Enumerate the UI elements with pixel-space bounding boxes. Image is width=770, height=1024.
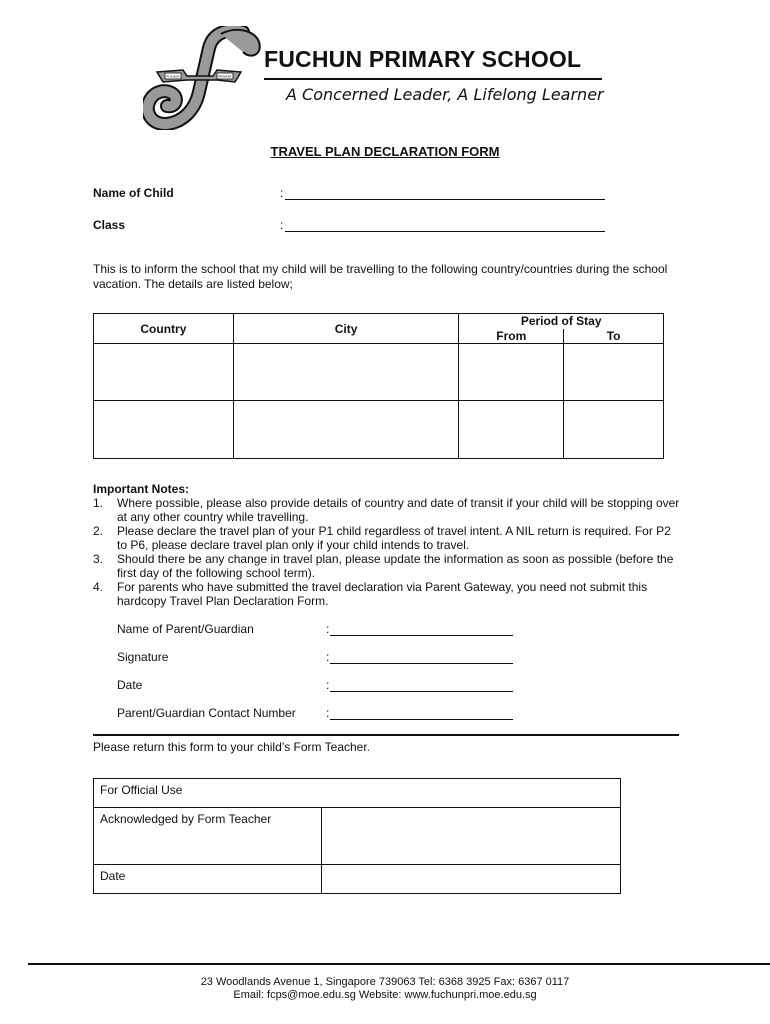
contact-number-colon: : (326, 706, 330, 720)
parent-name-field[interactable] (330, 635, 513, 636)
signature-label: Signature (117, 650, 169, 664)
acknowledged-label: Acknowledged by Form Teacher (94, 808, 322, 865)
return-divider (93, 734, 679, 736)
travel-table (93, 313, 664, 459)
child-name-field[interactable] (285, 199, 605, 200)
city-cell[interactable] (233, 344, 459, 401)
note-item (93, 496, 683, 524)
table-row (94, 401, 664, 459)
child-name-label: Name of Child (93, 186, 174, 200)
class-field[interactable] (285, 231, 605, 232)
note-item (93, 580, 683, 608)
note-item (93, 552, 683, 580)
from-cell[interactable] (459, 344, 564, 401)
class-colon: : (280, 218, 284, 232)
period-of-stay-header: Period of Stay (459, 314, 664, 329)
note-number: 2. (93, 524, 104, 538)
logo-crest-right-text: PRIMARY (218, 74, 232, 79)
important-notes (93, 482, 683, 608)
signature-field[interactable] (330, 663, 513, 664)
city-header: City (233, 314, 459, 344)
acknowledged-field[interactable] (321, 808, 620, 865)
note-item (93, 524, 683, 552)
footer-divider (28, 963, 770, 965)
school-motto: A Concerned Leader, A Lifelong Learner (286, 85, 604, 104)
to-cell[interactable] (564, 401, 664, 459)
parent-name-colon: : (326, 622, 330, 636)
official-use-table (93, 778, 621, 894)
notes-title: Important Notes: (93, 482, 189, 496)
country-cell[interactable] (94, 401, 234, 459)
logo-crest-left-text: FUCHUN (166, 74, 180, 79)
date-field[interactable] (330, 691, 513, 692)
date-label: Date (117, 678, 143, 692)
return-note: Please return this form to your child’s Form Teacher. (93, 740, 371, 754)
official-date-label: Date (94, 865, 322, 894)
official-date-field[interactable] (321, 865, 620, 894)
official-use-title: For Official Use (94, 779, 621, 808)
note-text: Please declare the travel plan of your P1 child regardless of travel intent. A NIL return is required. For P2 to P6, please declare travel plan only if your child intends to travel. (117, 524, 671, 552)
class-label: Class (93, 218, 126, 232)
child-name-colon: : (280, 186, 284, 200)
country-cell[interactable] (94, 344, 234, 401)
signature-colon: : (326, 650, 330, 664)
note-text: Where possible, please also provide details of country and date of transit if your child will be stopping over at any other country while travelling. (117, 496, 680, 524)
city-cell[interactable] (233, 401, 459, 459)
intro-paragraph: This is to inform the school that my child will be travelling to the following country/countries during the school vacation. The details are listed below; (93, 262, 668, 291)
to-cell[interactable] (564, 344, 664, 401)
school-name: FUCHUN PRIMARY SCHOOL (264, 46, 582, 72)
from-header: From (459, 329, 564, 344)
note-text: For parents who have submitted the travel declaration via Parent Gateway, you need not submit this hardcopy Travel Plan Declaration Form. (117, 580, 648, 608)
footer-address: 23 Woodlands Avenue 1, Singapore 739063 Tel: 6368 3925 Fax: 6367 0117 (200, 976, 570, 988)
school-name-rule (264, 78, 602, 80)
contact-number-field[interactable] (330, 719, 513, 720)
to-header: To (564, 329, 664, 344)
form-title: TRAVEL PLAN DECLARATION FORM (270, 144, 500, 159)
fuchun-swirl-logo-icon (143, 26, 265, 130)
note-text: Should there be any change in travel plan, please update the information as soon as possible (before the first day of the following school term). (117, 552, 674, 580)
note-number: 3. (93, 552, 104, 566)
parent-name-label: Name of Parent/Guardian (117, 622, 254, 636)
contact-number-label: Parent/Guardian Contact Number (117, 706, 296, 720)
country-header: Country (94, 314, 234, 344)
date-colon: : (326, 678, 330, 692)
footer-contact: Email: fcps@moe.edu.sg Website: www.fuchunpri.moe.edu.sg (233, 989, 537, 1001)
from-cell[interactable] (459, 401, 564, 459)
note-number: 1. (93, 496, 104, 510)
note-number: 4. (93, 580, 104, 594)
table-row (94, 344, 664, 401)
